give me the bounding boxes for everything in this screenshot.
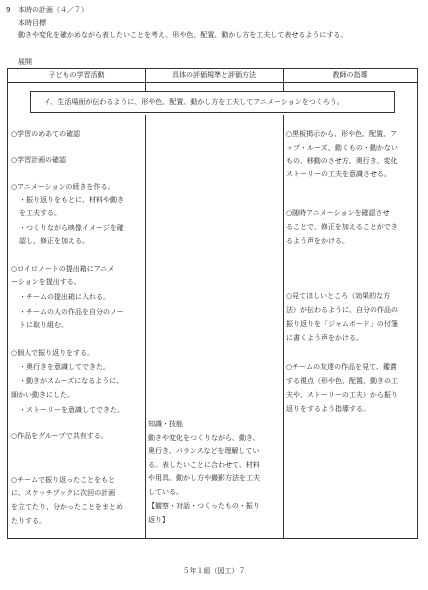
activity-line: ・つくりながら映像イメージを確 [19, 224, 124, 232]
guidance-line: ストーリーの工夫を意識させる。 [286, 170, 391, 178]
aim-heading: 本時目標 [18, 19, 46, 27]
guidance-line: ○黒板掲示から、形や色、配置、ア [286, 130, 398, 138]
guidance-line: るよう声をかける。 [286, 237, 349, 245]
activity-line: 認し、修正を加える。 [19, 237, 89, 245]
guidance-line: 返りをするよう指導する。 [286, 405, 370, 413]
lesson-plan-table [7, 68, 418, 539]
activity-line: ーションを提出する。 [11, 278, 81, 286]
evaluation-line: している。 [148, 488, 183, 496]
activity-line: 細かい動きにした。 [11, 391, 74, 399]
header-evaluation: 具体の評価規準と評価方法 [172, 71, 256, 79]
guidance-line: に書くよう声をかける。 [286, 334, 363, 342]
guidance-line: 夫や、ストーリーの工夫）から振り [286, 391, 398, 399]
guidance-line: ○見てほしいところ（効果的な方 [286, 292, 391, 300]
lesson-goal-text: イ．生活場面が伝わるように、形や色、配置、動かし方を工夫してアニメーションをつくろう。 [44, 98, 344, 106]
activity-line: たりする。 [11, 517, 46, 525]
guidance-line: ○随時アニメーションを確認させ [286, 209, 390, 217]
evaluation-line: 奥行き、バランスなどを理解してい [148, 447, 260, 455]
activity-line: ○アニメーションの続きを作る。 [11, 183, 115, 191]
table-header [8, 69, 417, 83]
activity-line: ○学習計画の確認 [11, 156, 67, 164]
aim-text: 動きや変化を確かめながら表したいことを考え、形や色、配置、動かし方を工夫して表せるようにする。 [18, 31, 348, 39]
column-divider [283, 82, 284, 91]
activity-line: トに取り組む。 [19, 321, 68, 329]
evaluation-line: 動きや変化をつくりながら、動き、 [148, 434, 260, 442]
evaluation-line: 知識・技能 [148, 420, 183, 428]
header-student-activity: 子どもの学習活動 [48, 71, 105, 79]
evaluation-line: 返り】 [148, 516, 169, 524]
guidance-line: 法）が伝わるように、自分の作品の [286, 306, 398, 314]
section-title: 本時の計画（４／７） [18, 6, 88, 14]
section-heading [6, 6, 88, 15]
activity-line: ○作品をグループで共有する。 [11, 432, 108, 440]
guidance-line: ○チームの友達の作品を見て、鑑賞 [286, 363, 397, 371]
activity-line: を工夫する。 [19, 209, 61, 217]
evaluation-line: る。表したいことに合わせて、材料 [148, 461, 260, 469]
activity-line: ○学習のめあての確認 [11, 130, 81, 138]
activity-line: ○ロイロノートの提出箱にアニメ [11, 265, 115, 273]
lesson-goal-box [30, 91, 395, 113]
guidance-line: ることで、修正を加えることができ [286, 223, 398, 231]
activity-line: に、スケッチブックに次回の計画 [11, 489, 116, 497]
page-footer: ５年１組（図工）７ [182, 567, 246, 575]
activity-line: を立てたり、分かったことをまとめ [11, 503, 123, 511]
activity-line: ・奥行きを意識してできた。 [19, 363, 110, 371]
activity-line: ・チームの人の作品を自分のノー [19, 308, 124, 316]
activity-line: ○個人で振り返りをする。 [11, 349, 95, 357]
development-label: 展開 [18, 58, 32, 66]
section-number: 9 [6, 6, 11, 14]
activity-line: ・振り返りをもとに、材料や動き [19, 196, 124, 204]
column-divider [283, 69, 284, 82]
evaluation-line: や用具、動かし方や撮影方法を工夫 [148, 474, 260, 482]
header-teacher-guidance: 教師の指導 [332, 71, 368, 79]
activity-line: ・チームの提出箱に入れる。 [19, 293, 110, 301]
guidance-line: ップ・ルーズ、動くもの・動かない [286, 144, 398, 152]
guidance-line: 振り返りを「ジャムボード」の付箋 [286, 320, 398, 328]
column-divider [283, 115, 284, 538]
guidance-line: する視点（形や色、配置、動きの工 [286, 377, 398, 385]
activity-line: ○チームで振り返ったことをもと [11, 476, 116, 484]
column-divider [145, 82, 146, 91]
column-divider [145, 115, 146, 538]
activity-line: ・ストーリーを意識してできた。 [19, 406, 124, 414]
column-divider [145, 69, 146, 82]
activity-line: ・動きがスムーズになるように、 [19, 377, 124, 385]
evaluation-line: 【観察・対話・つくったもの・振り [148, 502, 260, 510]
guidance-line: もの、移動のさせ方、奥行き、変化 [286, 157, 398, 165]
